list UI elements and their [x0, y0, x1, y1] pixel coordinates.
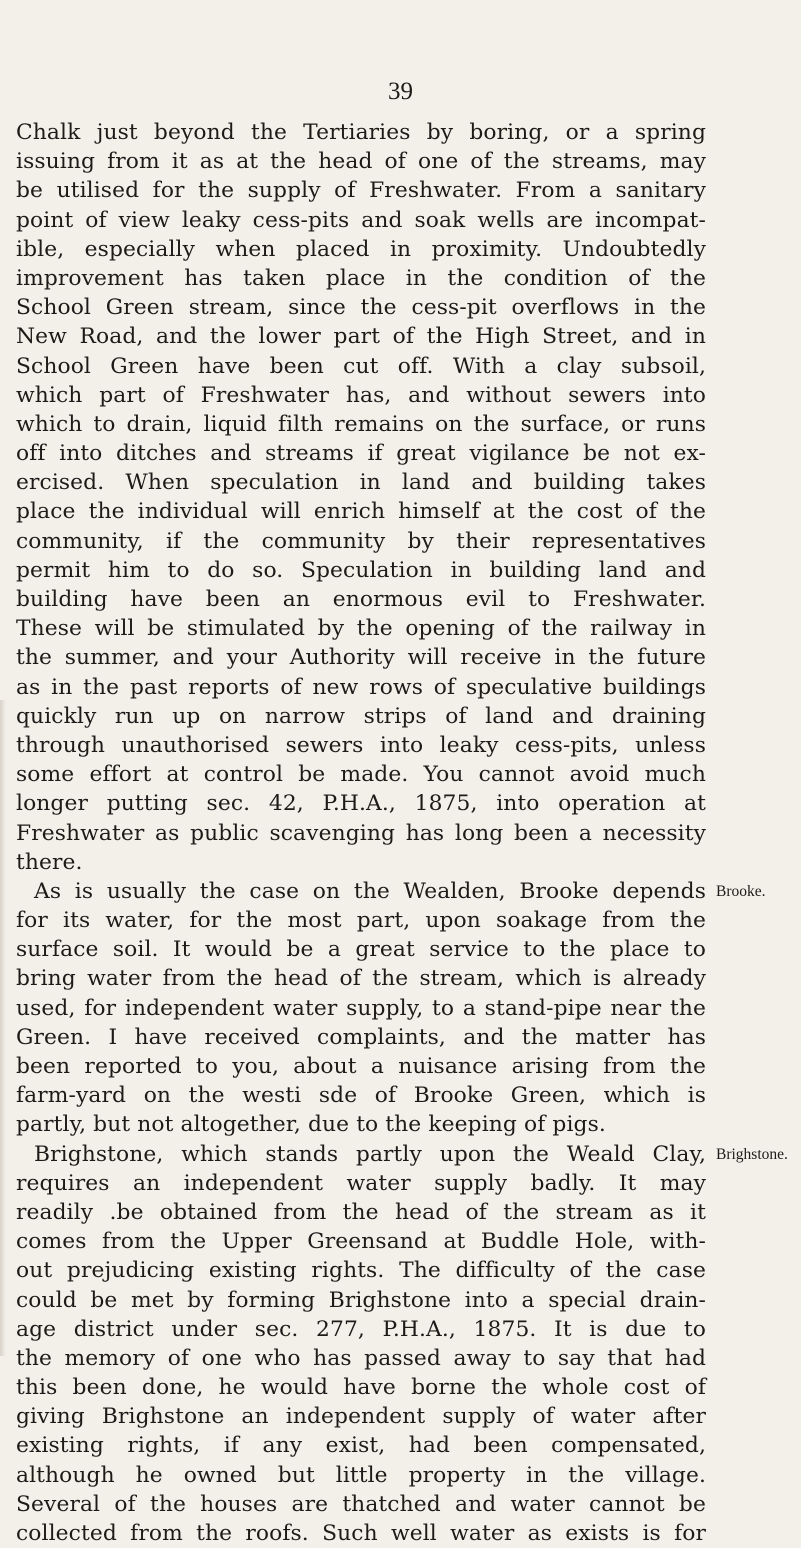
text-line-content: there. [16, 849, 83, 875]
text-line-content: could be met by forming Brighstone into a special drain- [16, 1287, 706, 1313]
text-line [16, 585, 706, 614]
text-line-content: building have been an enormous evil to Freshwater. [16, 587, 706, 612]
text-line [16, 1256, 706, 1285]
text-line [16, 1286, 706, 1315]
text-line [16, 497, 706, 526]
text-line [16, 1227, 706, 1256]
text-line-content: requires an independent water supply badly. It may [16, 1170, 706, 1196]
text-line-content: point of view leaky cess-pits and soak wells are incompat- [16, 207, 706, 233]
text-line-content: School Green stream, since the cess-pit overflows in the [16, 295, 706, 321]
text-line [16, 614, 706, 643]
text-line [16, 906, 706, 935]
text-line [16, 702, 706, 731]
text-line-content: As is usually the case on the Wealden, Brooke depends [34, 878, 706, 904]
text-line-content: the summer, and your Authority will receive in the future [16, 645, 706, 671]
text-line-content: giving Brighstone an independent supply of water after [16, 1404, 706, 1430]
text-line-content: Several of the houses are thatched and water cannot be [16, 1491, 706, 1517]
text-line-content: permit him to do so. Speculation in building land and [16, 557, 706, 583]
text-line [16, 673, 706, 702]
text-line-content: These will be stimulated by the opening of the railway in [16, 616, 706, 642]
text-line [16, 352, 706, 381]
margin-note: Brooke. [716, 882, 766, 900]
text-line [16, 1431, 706, 1460]
text-line [16, 935, 706, 964]
text-line [16, 1402, 706, 1431]
text-line-content: which to drain, liquid filth remains on the surface, or runs [16, 411, 706, 437]
text-line [16, 1140, 788, 1169]
text-line-content: New Road, and the lower part of the High Street, and in [16, 324, 706, 350]
body-text [16, 118, 788, 1548]
text-line [16, 264, 706, 293]
text-line [16, 206, 706, 235]
text-line [16, 235, 706, 264]
text-line [16, 643, 706, 672]
text-line-content: although he owned but little property in the village. [16, 1462, 706, 1488]
text-line [16, 819, 706, 848]
text-line-content: Chalk just beyond the Tertiaries by boring, or a spring [16, 120, 706, 145]
text-line [16, 994, 706, 1023]
text-line [16, 381, 706, 410]
page-number: 39 [388, 78, 413, 105]
gutter-shadow [0, 700, 6, 1356]
text-line [16, 322, 706, 351]
text-line [16, 1373, 706, 1402]
text-line-content: be utilised for the supply of Freshwater. From a sanitary [16, 178, 706, 204]
text-line-content: out prejudicing existing rights. The difficulty of the case [16, 1258, 706, 1284]
text-line-content: ercised. When speculation in land and building takes [16, 470, 706, 496]
text-line-content: the memory of one who has passed away to say that had [16, 1345, 706, 1371]
text-line-content: Brighstone, which stands partly upon the Weald Clay, [34, 1141, 706, 1167]
text-line-content: longer putting sec. 42, P.H.A., 1875, into operation at [16, 791, 706, 817]
text-line-content: which part of Freshwater has, and without sewers into [16, 382, 706, 408]
text-line-content: issuing from it as at the head of one of the streams, may [16, 149, 706, 175]
text-line [16, 468, 706, 497]
text-line-content: this been done, he would have borne the whole cost of [16, 1375, 706, 1401]
text-line-content: ible, especially when placed in proximity. Undoubtedly [16, 236, 706, 262]
text-line [16, 964, 706, 993]
text-line [16, 118, 706, 147]
text-line [16, 293, 706, 322]
text-line-content: bring water from the head of the stream, which is already [16, 966, 706, 992]
text-line-content: improvement has taken place in the condition of the [16, 265, 706, 291]
text-line [16, 1490, 706, 1519]
text-line [16, 527, 706, 556]
text-line-content: through unauthorised sewers into leaky cess-pits, unless [16, 732, 706, 758]
text-line-content: community, if the community by their representatives [16, 528, 706, 554]
text-line [16, 789, 706, 818]
text-line [16, 1052, 706, 1081]
text-line-content: surface soil. It would be a great service to the place to [16, 937, 706, 963]
text-line [16, 176, 706, 205]
text-line [16, 1169, 706, 1198]
text-line-content: comes from the Upper Greensand at Buddle Hole, with- [16, 1229, 706, 1255]
text-line [16, 1344, 706, 1373]
text-line [16, 1519, 706, 1548]
text-line-content: existing rights, if any exist, had been compensated, [16, 1433, 706, 1459]
margin-note: Brighstone. [716, 1145, 788, 1163]
text-line-content: place the individual will enrich himself at the cost of the [16, 499, 706, 525]
text-line-content: partly, but not altogether, due to the keeping of pigs. [16, 1112, 606, 1138]
text-line-content: collected from the roofs. Such well water as exists is for [16, 1521, 706, 1546]
text-line [16, 1198, 706, 1227]
text-line [16, 439, 706, 468]
text-line [16, 760, 706, 789]
text-line-content: Green. I have received complaints, and the matter has [16, 1024, 706, 1050]
text-line [16, 556, 706, 585]
text-line [16, 1023, 706, 1052]
text-line [16, 1461, 706, 1490]
text-line-content: some effort at control be made. You cannot avoid much [16, 762, 706, 788]
text-line-content: used, for independent water supply, to a stand-pipe near the [16, 995, 706, 1021]
text-line-content: been reported to you, about a nuisance arising from the [16, 1054, 706, 1079]
text-line-content: quickly run up on narrow strips of land and draining [16, 703, 706, 729]
text-line-content: age district under sec. 277, P.H.A., 1875. It is due to [16, 1316, 706, 1342]
text-line-content: Freshwater as public scavenging has long been a necessity [16, 820, 706, 846]
text-line-content: readily .be obtained from the head of the stream as it [16, 1199, 706, 1225]
text-line-content: School Green have been cut off. With a clay subsoil, [16, 353, 706, 379]
text-line-content: as in the past reports of new rows of speculative buildings [16, 674, 706, 700]
text-line [16, 848, 706, 877]
text-line-content: off into ditches and streams if great vigilance be not ex- [16, 441, 706, 467]
text-line [16, 1315, 706, 1344]
text-line [16, 731, 706, 760]
text-line-content: for its water, for the most part, upon soakage from the [16, 908, 706, 934]
text-line [16, 1110, 706, 1139]
text-line-content: farm-yard on the westi sde of Brooke Green, which is [16, 1083, 706, 1109]
text-line [16, 877, 766, 906]
text-line [16, 147, 706, 176]
text-line [16, 410, 706, 439]
text-line [16, 1081, 706, 1110]
